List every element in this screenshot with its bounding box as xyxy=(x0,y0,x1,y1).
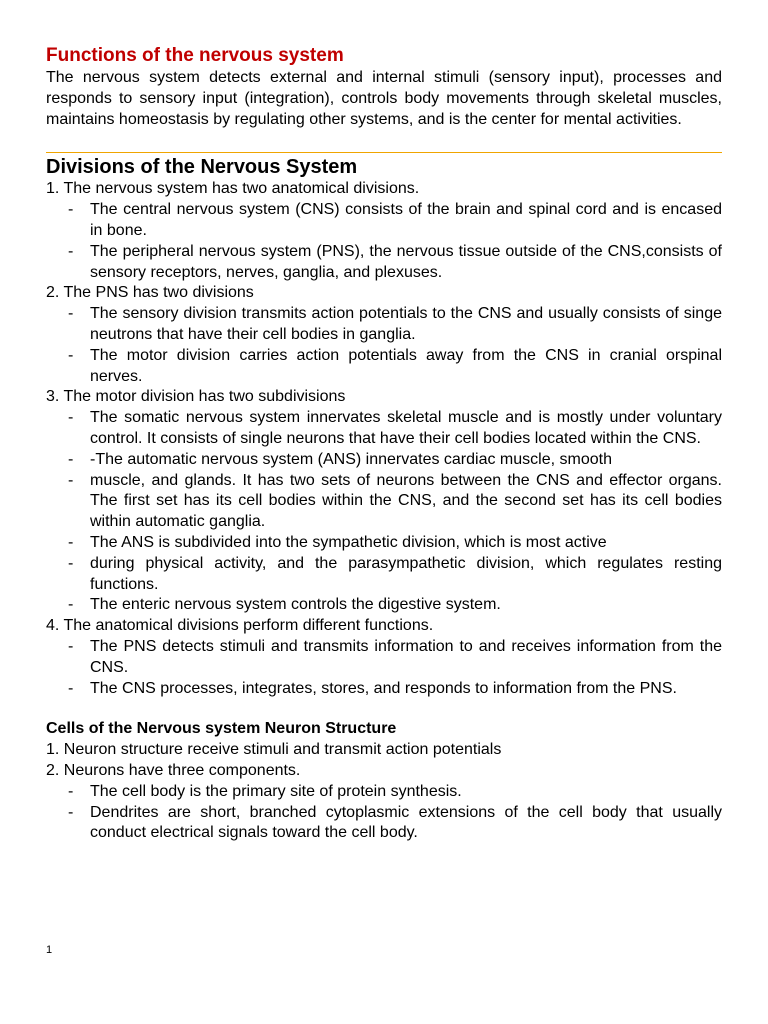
divisions-list xyxy=(46,179,722,699)
functions-paragraph: The nervous system detects external and internal stimuli (sensory input), processes and responds to sensory input (integration), controls body movements through skeletal muscles, maintains homeostasis by regulating other systems, and is the center for mental activities. xyxy=(46,69,722,128)
bullet-item xyxy=(46,637,722,679)
divisions-heading: Divisions of the Nervous System xyxy=(46,156,358,179)
bullet-dash: - xyxy=(68,346,74,364)
bullet-item xyxy=(46,471,722,533)
section-divider xyxy=(46,152,722,153)
bullet-item xyxy=(46,554,722,596)
bullet-item xyxy=(46,533,722,554)
bullet-text: The PNS detects stimuli and transmits information to and receives information from the CNS. xyxy=(90,637,722,676)
bullet-dash: - xyxy=(68,533,74,551)
bullet-dash: - xyxy=(68,596,74,614)
numbered-item: 1. The nervous system has two anatomical divisions. xyxy=(46,180,420,198)
bullet-dash: - xyxy=(68,305,74,323)
bullet-item xyxy=(46,408,722,450)
bullet-item xyxy=(46,346,722,388)
numbered-item: 2. Neurons have three components. xyxy=(46,761,301,779)
bullet-text: The CNS processes, integrates, stores, and responds to information from the PNS. xyxy=(90,679,677,697)
bullet-text: Dendrites are short, branched cytoplasmic extensions of the cell body that usually conduct electrical signals toward the cell body. xyxy=(90,803,722,842)
bullet-item xyxy=(46,304,722,346)
numbered-item: 1. Neuron structure receive stimuli and transmit action potentials xyxy=(46,741,502,759)
document-page xyxy=(46,44,722,844)
bullet-item xyxy=(46,450,722,471)
numbered-item: 3. The motor division has two subdivisions xyxy=(46,388,346,406)
bullet-dash: - xyxy=(68,409,74,427)
page-number: 1 xyxy=(46,944,53,956)
bullet-dash: - xyxy=(68,803,74,821)
bullet-dash: - xyxy=(68,637,74,655)
bullet-item xyxy=(46,679,722,700)
bullet-item xyxy=(46,595,722,616)
bullet-item xyxy=(46,782,722,803)
functions-heading: Functions of the nervous system xyxy=(46,45,344,66)
bullet-item xyxy=(46,803,722,845)
bullet-dash: - xyxy=(68,782,74,800)
bullet-text: The somatic nervous system innervates skeletal muscle and is mostly under voluntary control. It consists of single neurons that have their cell bodies located within the CNS. xyxy=(90,409,722,447)
bullet-text: The central nervous system (CNS) consists of the brain and spinal cord and is encased in bone. xyxy=(90,201,722,239)
bullet-dash: - xyxy=(68,201,74,219)
bullet-dash: - xyxy=(68,554,74,572)
bullet-text: The enteric nervous system controls the digestive system. xyxy=(90,596,501,614)
numbered-item: 4. The anatomical divisions perform different functions. xyxy=(46,617,434,635)
cells-heading: Cells of the Nervous system Neuron Structure xyxy=(46,720,397,738)
bullet-dash: - xyxy=(68,679,74,697)
bullet-item xyxy=(46,242,722,284)
bullet-text: The cell body is the primary site of protein synthesis. xyxy=(90,782,462,800)
bullet-text: during physical activity, and the parasympathetic division, which regulates resting functions. xyxy=(90,554,722,593)
bullet-item xyxy=(46,200,722,242)
bullet-text: The ANS is subdivided into the sympathetic division, which is most active xyxy=(90,533,607,551)
bullet-dash: - xyxy=(68,450,74,468)
bullet-dash: - xyxy=(68,471,74,489)
bullet-text: The sensory division transmits action potentials to the CNS and usually consists of singe neutrons that have their cell bodies in ganglia. xyxy=(90,305,722,343)
bullet-text: muscle, and glands. It has two sets of neurons between the CNS and effector organs. The first set has its cell bodies within the CNS, and the second set has its cell bodies within automatic ganglia. xyxy=(90,471,722,531)
bullet-text: The motor division carries action potentials away from the CNS in cranial orspinal nerves. xyxy=(90,346,722,385)
numbered-item: 2. The PNS has two divisions xyxy=(46,284,254,302)
cells-list xyxy=(46,740,722,844)
bullet-text: -The automatic nervous system (ANS) innervates cardiac muscle, smooth xyxy=(90,450,612,468)
bullet-text: The peripheral nervous system (PNS), the nervous tissue outside of the CNS,consists of sensory receptors, nerves, ganglia, and plexuses. xyxy=(90,242,722,281)
bullet-dash: - xyxy=(68,242,74,260)
